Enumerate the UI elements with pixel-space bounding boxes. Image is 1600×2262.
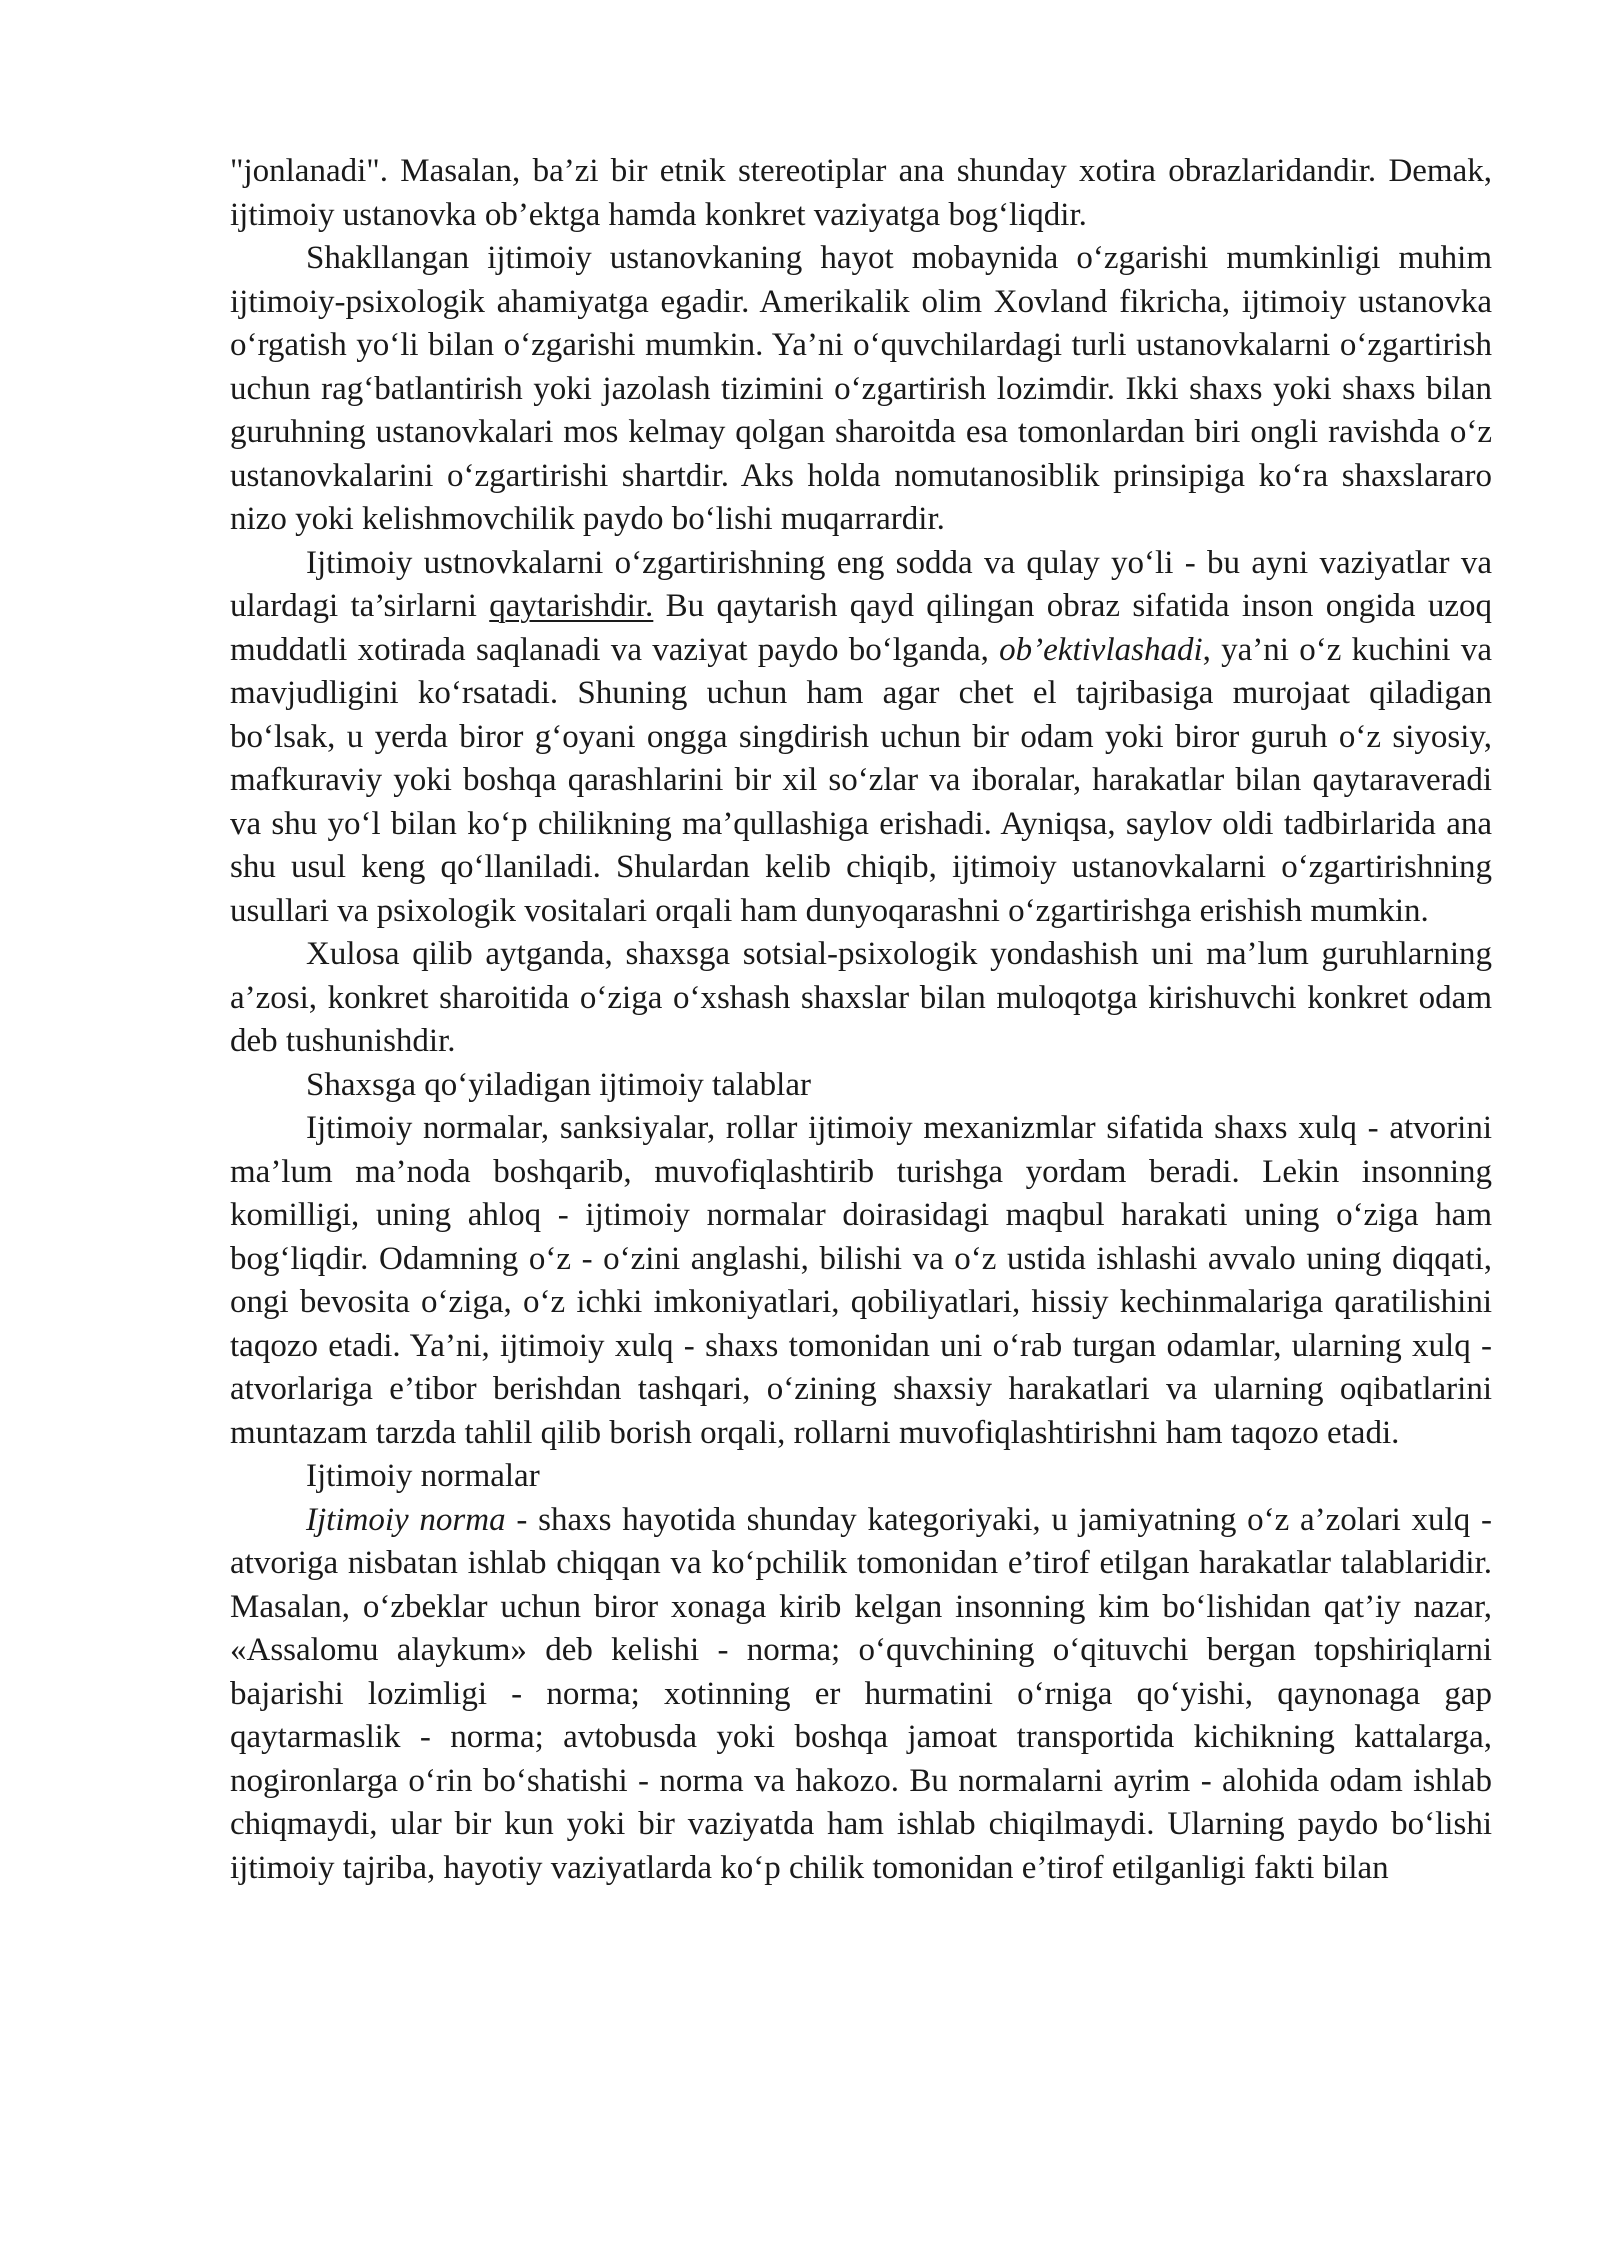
italic-term: Ijtimoiy norma (306, 1501, 506, 1538)
document-page (230, 150, 1492, 1890)
paragraph-6 (230, 1499, 1492, 1891)
paragraph-3-text-b: Bu qaytarish qayd qilingan obraz sifatida inson ongida uzoq muddatli xotirada saqlanadi va vaziyat paydo bo‘lganda, (230, 588, 1492, 668)
paragraph-4: Xulosa qilib aytganda, shaxsga sotsial-psixologik yondashish uni ma’lum guruhlarning a’zosi, konkret sharoitida o‘ziga o‘xshash shaxslar bilan muloqotga kirishuvchi konkret odam deb tushunishdir. (230, 936, 1492, 1059)
underlined-word: qaytarishdir. (489, 588, 654, 624)
paragraph-3-text-c: , ya’ni o‘z kuchini va mavjudligini ko‘rsatadi. Shuning uchun ham agar chet el tajribasiga murojaat qiladigan bo‘lsak, u yerda biror g‘oyani ongga singdirish uchun bir odam yoki biror guruh o‘z siyosiy, mafkuraviy yoki boshqa qarashlarini bir xil so‘zlar va iboralar, harakatlar bilan qaytaraveradi va shu yo‘l bilan ko‘p chilikning ma’qullashiga erishadi. Ayniqsa, saylov oldi tadbirlarida ana shu usul keng qo‘llaniladi. Shulardan kelib chiqib, ijtimoiy ustanovkalarni o‘zgartirishning usullari va psixologik vositalari orqali ham dunyoqarashni o‘zgartirishga erishish mumkin. (230, 631, 1492, 929)
paragraph-3-text-a: Ijtimoiy ustnovkalarni o‘zgartirishning eng sodda va qulay yo‘li - bu ayni vaziyatlar va ulardagi ta’sirlarni (230, 544, 1492, 624)
paragraph-3 (230, 542, 1492, 934)
paragraph-6-text: - shaxs hayotida shunday kategoriyaki, u jamiyatning o‘z a’zolari xulq - atvoriga nisbatan ishlab chiqqan va ko‘pchilik tomonidan e’tirof etilgan harakatlar talablaridir. Masalan, o‘zbeklar uchun biror xonaga kirib kelgan insonning kim bo‘lishidan qat’iy nazar, «Assalomu alaykum» deb kelishi - norma; o‘quvchining o‘qituvchi bergan topshiriqlarni bajarishi lozimligi - norma; xotinning er hurmatini o‘rniga qo‘yishi, qaynonaga gap qaytarmaslik - norma; avtobusda yoki boshqa jamoat transportida kichikning kattalarga, nogironlarga o‘rin bo‘shatishi - norma va hakozo. Bu normalarni ayrim - alohida odam ishlab chiqmaydi, ular bir kun yoki bir vaziyatda ham ishlab chiqilmaydi. Ularning paydo bo‘lishi ijtimoiy tajriba, hayotiy vaziyatlarda ko‘p chilik tomonidan e’tirof etilganligi fakti bilan (230, 1501, 1492, 1886)
section-heading-1: Shaxsga qo‘yiladigan ijtimoiy talablar (306, 1066, 811, 1103)
italic-term: ob’ektivlashadi (999, 631, 1203, 668)
paragraph-5: Ijtimoiy normalar, sanksiyalar, rollar ijtimoiy mexanizmlar sifatida shaxs xulq - atvorini ma’lum ma’noda boshqarib, muvofiqlashtirib turishga yordam beradi. Lekin insonning komilligi, uning ahloq - ijtimoiy normalar doirasidagi maqbul harakati uning o‘ziga ham bog‘liqdir. Odamning o‘z - o‘zini anglashi, bilishi va o‘z ustida ishlashi avvalo uning diqqati, ongi bevosita o‘ziga, o‘z ichki imkoniyatlari, qobiliyatlari, hissiy kechinmalariga qaratilishini taqozo etadi. Ya’ni, ijtimoiy xulq - shaxs tomonidan uni o‘rab turgan odamlar, ularning xulq - atvorlariga e’tibor berishdan tashqari, o‘zining shaxsiy harakatlari va ularning oqibatlarini muntazam tarzda tahlil qilib borish orqali, rollarni muvofiqlashtirishni ham taqozo etadi. (230, 1110, 1492, 1451)
section-heading-2: Ijtimoiy normalar (306, 1458, 540, 1494)
paragraph-2: Shakllangan ijtimoiy ustanovkaning hayot mobaynida o‘zgarishi mumkinligi muhim ijtimoiy-psixologik ahamiyatga egadir. Amerikalik olim Xovland fikricha, ijtimoiy ustanovka o‘rgatish yo‘li bilan o‘zgarishi mumkin. Ya’ni o‘quvchilardagi turli ustanovkalarni o‘zgartirish uchun rag‘batlantirish yoki jazolash tizimini o‘zgartirish lozimdir. Ikki shaxs yoki shaxs bilan guruhning ustanovkalari mos kelmay qolgan sharoitda esa tomonlardan biri ongli ravishda o‘z ustanovkalarini o‘zgartirishi shartdir. Aks holda nomutanosiblik prinsipiga ko‘ra shaxslararo nizo yoki kelishmovchilik paydo bo‘lishi muqarrardir. (230, 240, 1492, 537)
paragraph-1: "jonlanadi". Masalan, ba’zi bir etnik stereotiplar ana shunday xotira obrazlaridandir. Demak, ijtimoiy ustanovka ob’ektga hamda konkret vaziyatga bog‘liqdir. (230, 153, 1492, 233)
